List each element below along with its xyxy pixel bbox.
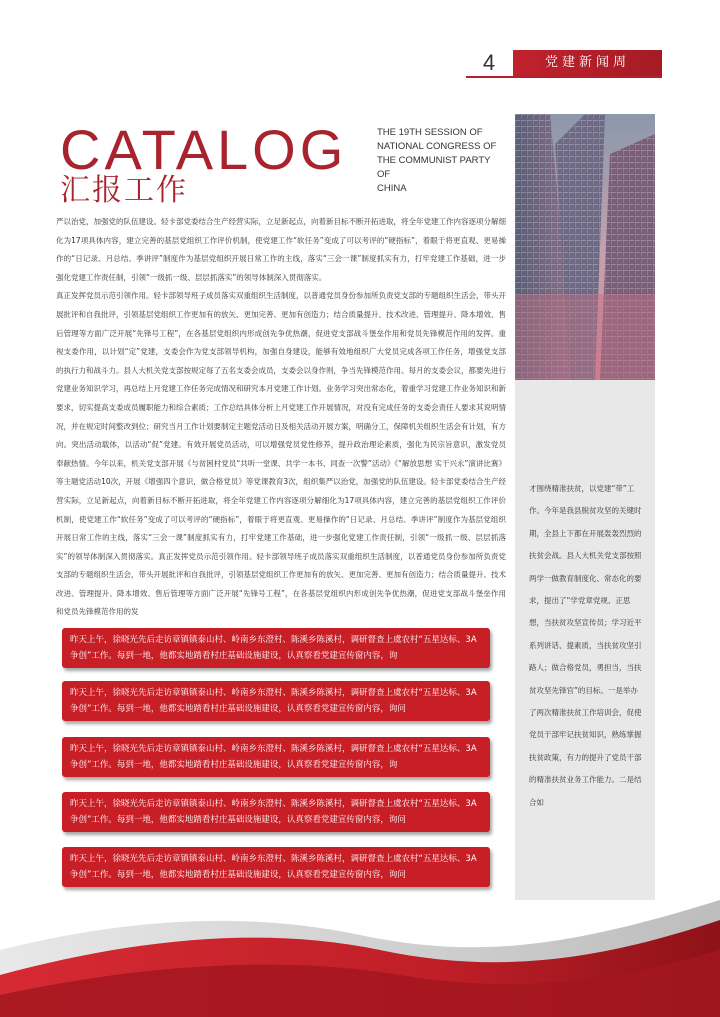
red-callout-box: 昨天上午，徐晓光先后走访章镇镇泰山村、岭南乡东澄村、陈溪乡陈溪村，调研督查上虞农村“五星达标、3A争创”工作。每到一地，他都实地踏看村庄基础设施建设，认真察看党建宣传窗内容，询问	[62, 847, 490, 887]
english-line: NATIONAL CONGRESS OF	[377, 141, 497, 152]
skyscraper-illustration	[515, 114, 655, 380]
red-callout-box: 昨天上午，徐晓光先后走访章镇镇泰山村、岭南乡东澄村、陈溪乡陈溪村，调研督查上虞农村“五星达标、3A争创”工作。每到一地，他都实地踏看村庄基础设施建设，认真察看党建宣传窗内容，询问	[62, 681, 490, 721]
page-number: 4	[482, 50, 496, 75]
english-line: CHINA	[377, 183, 407, 194]
skyscraper-photo	[515, 114, 655, 380]
side-text: 才围绕精准扶贫，以党建“带”工作。今年是我县脱贫攻坚的关键时期，全县上下都在开展轰轰烈烈的扶贫会战。县人大机关党支部按照两学一做教育制度化、常态化的要求，提出了“学党章党规、正思想，当扶贫攻坚宣传员；学习近平系列讲话、提素质，当扶贫攻坚引路人；做合格党员，勇担当，当扶贫攻坚先锋官”的目标。一是举办了两次精准扶贫工作培训会，促使党员干部牢记扶贫知识，熟练掌握扶贫政策，有力的提升了党员干部的精准扶贫业务工作能力。二是结合如	[529, 484, 642, 807]
body-paragraph: 严以治党，加强党的队伍建设。轻卡部党委结合生产经营实际，立足新起点，向着新目标不断开拓进取，将全年党建工作内容逐项分解细化为17项具体内容，建立完善的基层党组织工作评价机制，使党建工作“软任务”变成了可以考评的“硬指标”，着眼于将更直观、更易操作的“日记录、月总结、季讲评”制度作为基层党组织开展日常工作的主线，落实“三会一课”制度抓实有力，打牢党建工作基础，进一步强化党建工作责任制，引领“一级抓一级、层层抓落实”的领导体制深入贯彻落实。	[56, 217, 506, 282]
red-callout-box: 昨天上午，徐晓光先后走访章镇镇泰山村、岭南乡东澄村、陈溪乡陈溪村，调研督查上虞农村“五星达标、3A争创”工作。每到一地，他都实地踏看村庄基础设施建设，认真察看党建宣传窗内容，询	[62, 737, 490, 777]
body-text	[56, 213, 506, 622]
red-callout-box: 昨天上午，徐晓光先后走访章镇镇泰山村、岭南乡东澄村、陈溪乡陈溪村，调研督查上虞农村“五星达标、3A争创”工作。每到一地，他都实地踏看村庄基础设施建设，认真察看党建宣传窗内容，询	[62, 628, 490, 668]
header-rule	[466, 76, 662, 78]
english-line: THE 19TH SESSION OF	[377, 127, 483, 138]
red-callout-box: 昨天上午，徐晓光先后走访章镇镇泰山村、岭南乡东澄村、陈溪乡陈溪村，调研督查上虞农村“五星达标、3A争创”工作。每到一地，他都实地踏看村庄基础设施建设，认真察看党建宣传窗内容，询问	[62, 792, 490, 832]
red-wave-decoration	[0, 880, 720, 1017]
body-paragraph: 真正发挥党员示范引领作用。轻卡部领导班子成员落实双重组织生活制度，以普通党员身份参加所负责党支部的专题组织生活会，带头开展批评和自我批评，引领基层党组织工作更加有的放矢、更加完善、更加有创造力；结合质量提升、技术改进、管理提升、降本增效、售后管理等方面广泛开展“先锋号工程”，在各基层党组织内形成创先争优热潮，促进党支部战斗堡垒作用和党员先锋模范作用的发挥。重视支委作用，以计划“定”党建，支委会作为党支部领导机构，加强自身建设，能够有效地组织广大党员完成各项工作任务，增强党支部的执行力和战斗力。县人大机关党支部按规定每了五名支委会成员，支委会以身作则，争当先锋模范作用。每月的支委会议，都要先进行党建业务知识学习，再总结上月党建工作任务完成情况和研究本月党建工作计划。业务学习突出常态化，着重学习党建工作业务知识和新要求，切实提高支委成员履职能力和综合素质；工作总结具体分析上月党建工作开展情况，对没有完成任务的支委会责任人要求其说明情况，并在规定时间整改到位；研究当月工作计划要制定主题党活动日及相关活动开展方案，明确分工，保障机关组织生活会有计划，有方向。突出活动载体，以活动“促”党建。有效开展党员活动，可以增强党员党性修养，提升政治理论素质，强化为民宗旨意识，激发党员奉献热情。今年以来，机关党支部开展《与贫困村党员“共听一堂课、共学一本书、同查一次警”活动》《“解放思想 实干兴永”演讲比赛》等主题党活动10次，开展《增强四个意识，做合格党员》等党课教育3次，组织集严以治党，加强党的队伍建设。轻卡部党委结合生产经营实际，立足新起点，向着新目标不断开拓进取，将全年党建工作内容逐项分解细化为17项具体内容，建立完善的基层党组织工作评价机制，使党建工作“软任务”变成了可以考评的“硬指标”，着眼于将更直观、更易操作的“日记录、月总结、季讲评”制度作为基层党组织开展日常工作的主线，落实“三会一课”制度抓实有力，打牢党建工作基础，进一步强化党建工作责任制，引领“一级抓一级、层层抓落实”的领导体制深入贯彻落实。真正发挥党员示范引领作用。轻卡部领导班子成员落实双重组织生活制度，以普通党员身份参加所负责党支部的专题组织生活会，带头开展批评和自我批评，引领基层党组织工作更加有的放矢、更加完善、更加有创造力；结合质量提升、技术改进、管理提升、降本增效、售后管理等方面广泛开展“先锋号工程”，在各基层党组织内形成创先争优热潮，促进党支部战斗堡垒作用和党员先锋模范作用的发	[56, 291, 506, 617]
catalog-subtitle: 汇报工作	[60, 173, 188, 208]
catalog-title: CATALOG	[60, 118, 348, 181]
english-line: THE COMMUNIST PARTY OF	[377, 155, 491, 180]
section-title: 党建新闻周	[513, 50, 662, 76]
english-heading	[377, 126, 497, 196]
